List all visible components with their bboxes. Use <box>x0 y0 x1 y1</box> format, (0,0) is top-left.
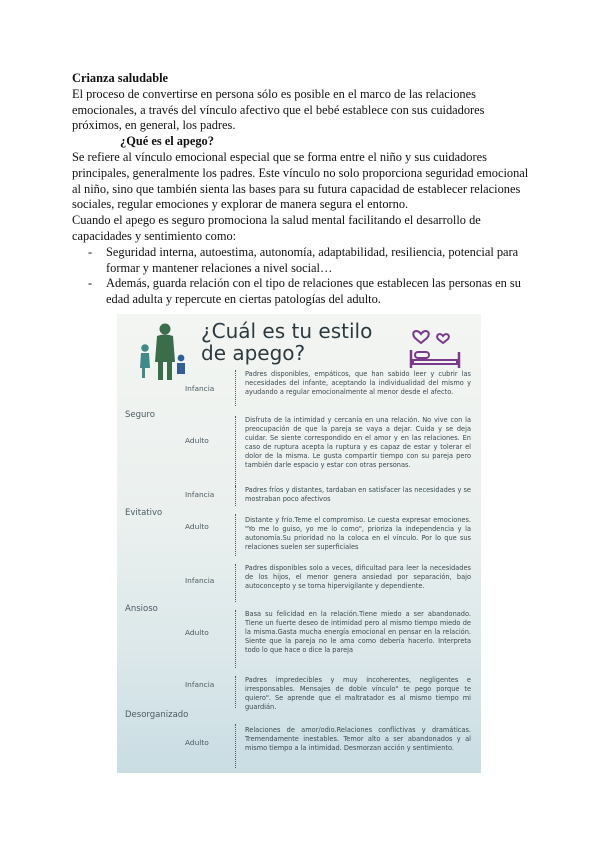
style-seguro <box>117 368 481 494</box>
divider <box>235 610 236 668</box>
infographic-title: ¿Cuál es tu estilo de apego? <box>201 319 373 365</box>
divider <box>235 724 236 768</box>
description: Padres disponibles, empáticos, que han sabido leer y cubrir las necesidades del infante, aceptando la individualidad del mismo y ayudando a regular emocionalmente al menor desde el afecto. <box>245 370 471 396</box>
section-subtitle: ¿Qué es el apego? <box>120 134 214 149</box>
description: Padres fríos y distantes, tardaban en satisfacer las necesidades y se mostraban poco afectivos <box>245 486 471 503</box>
doc-title: Crianza saludable <box>72 71 169 85</box>
list-item-text: Seguridad interna, autoestima, autonomía, adaptabilidad, resiliencia, potencial para formar y mantener relaciones a nivel social… <box>106 244 519 275</box>
age-label: Adulto <box>185 522 209 531</box>
divider <box>235 486 236 506</box>
age-label: Adulto <box>185 738 209 747</box>
style-evitativo <box>117 484 481 562</box>
age-label: Infancia <box>185 384 215 393</box>
style-desorganizado <box>117 674 481 772</box>
style-label: Evitativo <box>125 508 163 518</box>
description: Padres disponibles solo a veces, dificultad para leer la necesidades de los hijos, el menor genera ansiedad por separación, bajo autoconcepto y se torna hipervigilante y dependiente. <box>245 564 471 590</box>
style-label: Desorganizado <box>125 710 189 720</box>
description: Distante y frío.Teme el compromiso. Le cuesta expresar emociones. "Yo me lo guiso, yo me lo como", prioriza la independencia y la autonomía.Su prioridad no la coloca en el vínculo. Por lo que sus relaciones suelen ser superficiales <box>245 516 471 551</box>
list-item <box>72 276 532 308</box>
bed-hearts-icon <box>407 322 463 372</box>
age-label: Infancia <box>185 490 215 499</box>
divider <box>235 370 236 406</box>
attachment-style-infographic <box>117 314 481 773</box>
intro-paragraph: El proceso de convertirse en persona sólo es posible en el marco de las relaciones emocionales, a través del vínculo afectivo que el bebé establece con sus cuidadores próximos, en general, los padres. <box>72 86 485 133</box>
description: Relaciones de amor/odio.Relaciones conflictivas y dramáticas. Tremendamente inestables. Temor alto a ser abandonados y al mismo tiempo a la intimidad. Desmorzan acción y sentimiento. <box>245 726 471 752</box>
document-body <box>72 71 532 308</box>
list-item <box>72 245 532 277</box>
style-label: Ansioso <box>125 604 158 614</box>
divider <box>235 564 236 602</box>
benefits-list <box>72 245 532 308</box>
definition-paragraph: Se refiere al vínculo emocional especial que se forma entre el niño y sus cuidadores principales, generalmente los padres. Este vínculo no solo proporciona seguridad emocional al niño, sino que también sienta las bases para su futura capacidad de establecer relaciones sociales, regular emociones y explorar de manera segura el entorno. <box>72 149 529 212</box>
divider <box>235 676 236 708</box>
divider <box>235 416 236 486</box>
age-label: Infancia <box>185 680 215 689</box>
description: Disfruta de la intimidad y cercanía en una relación. No vive con la preocupación de que la pareja se vaya a dejar. Cuida y se deja cuidar. Se siente correspondido en el amor y en las relaciones. En caso de ruptura acepta la ruptura y es capaz de estar y tolerar el dolor de la misma. Le gusta compartir tiempo con su pareja pero también darle espacio y estar con otras personas. <box>245 416 471 469</box>
secure-attachment-paragraph: Cuando el apego es seguro promociona la salud mental facilitando el desarrollo de capacidades y sentimiento como: <box>72 213 481 243</box>
list-item-text: Además, guarda relación con el tipo de relaciones que establecen las personas en su edad adulta y repercute en ciertas patologías del adulto. <box>106 276 521 307</box>
age-label: Adulto <box>185 436 209 445</box>
description: Padres impredecibles y muy incoherentes, negligentes e irresponsables. Mensajes de doble vínculo" te pego porque te quiero". Se aprende que el maltratador es al mismo tiempo mi guardián. <box>245 676 471 711</box>
divider <box>235 514 236 556</box>
bullet-marker: - <box>88 244 93 259</box>
age-label: Adulto <box>185 628 209 637</box>
description: Basa su felicidad en la relación.Tiene miedo a ser abandonado. Tiene un fuerte deseo de intimidad pero al mismo tiempo miedo de la misma.Gasta mucha energía emocional en pensar en la relación. Siente que la pareja no le ama como debería hacerlo. Interpreta todo lo que hace o dice la pareja <box>245 610 471 654</box>
age-label: Infancia <box>185 576 215 585</box>
style-ansioso <box>117 562 481 672</box>
bullet-marker: - <box>88 276 93 291</box>
style-label: Seguro <box>125 410 155 420</box>
